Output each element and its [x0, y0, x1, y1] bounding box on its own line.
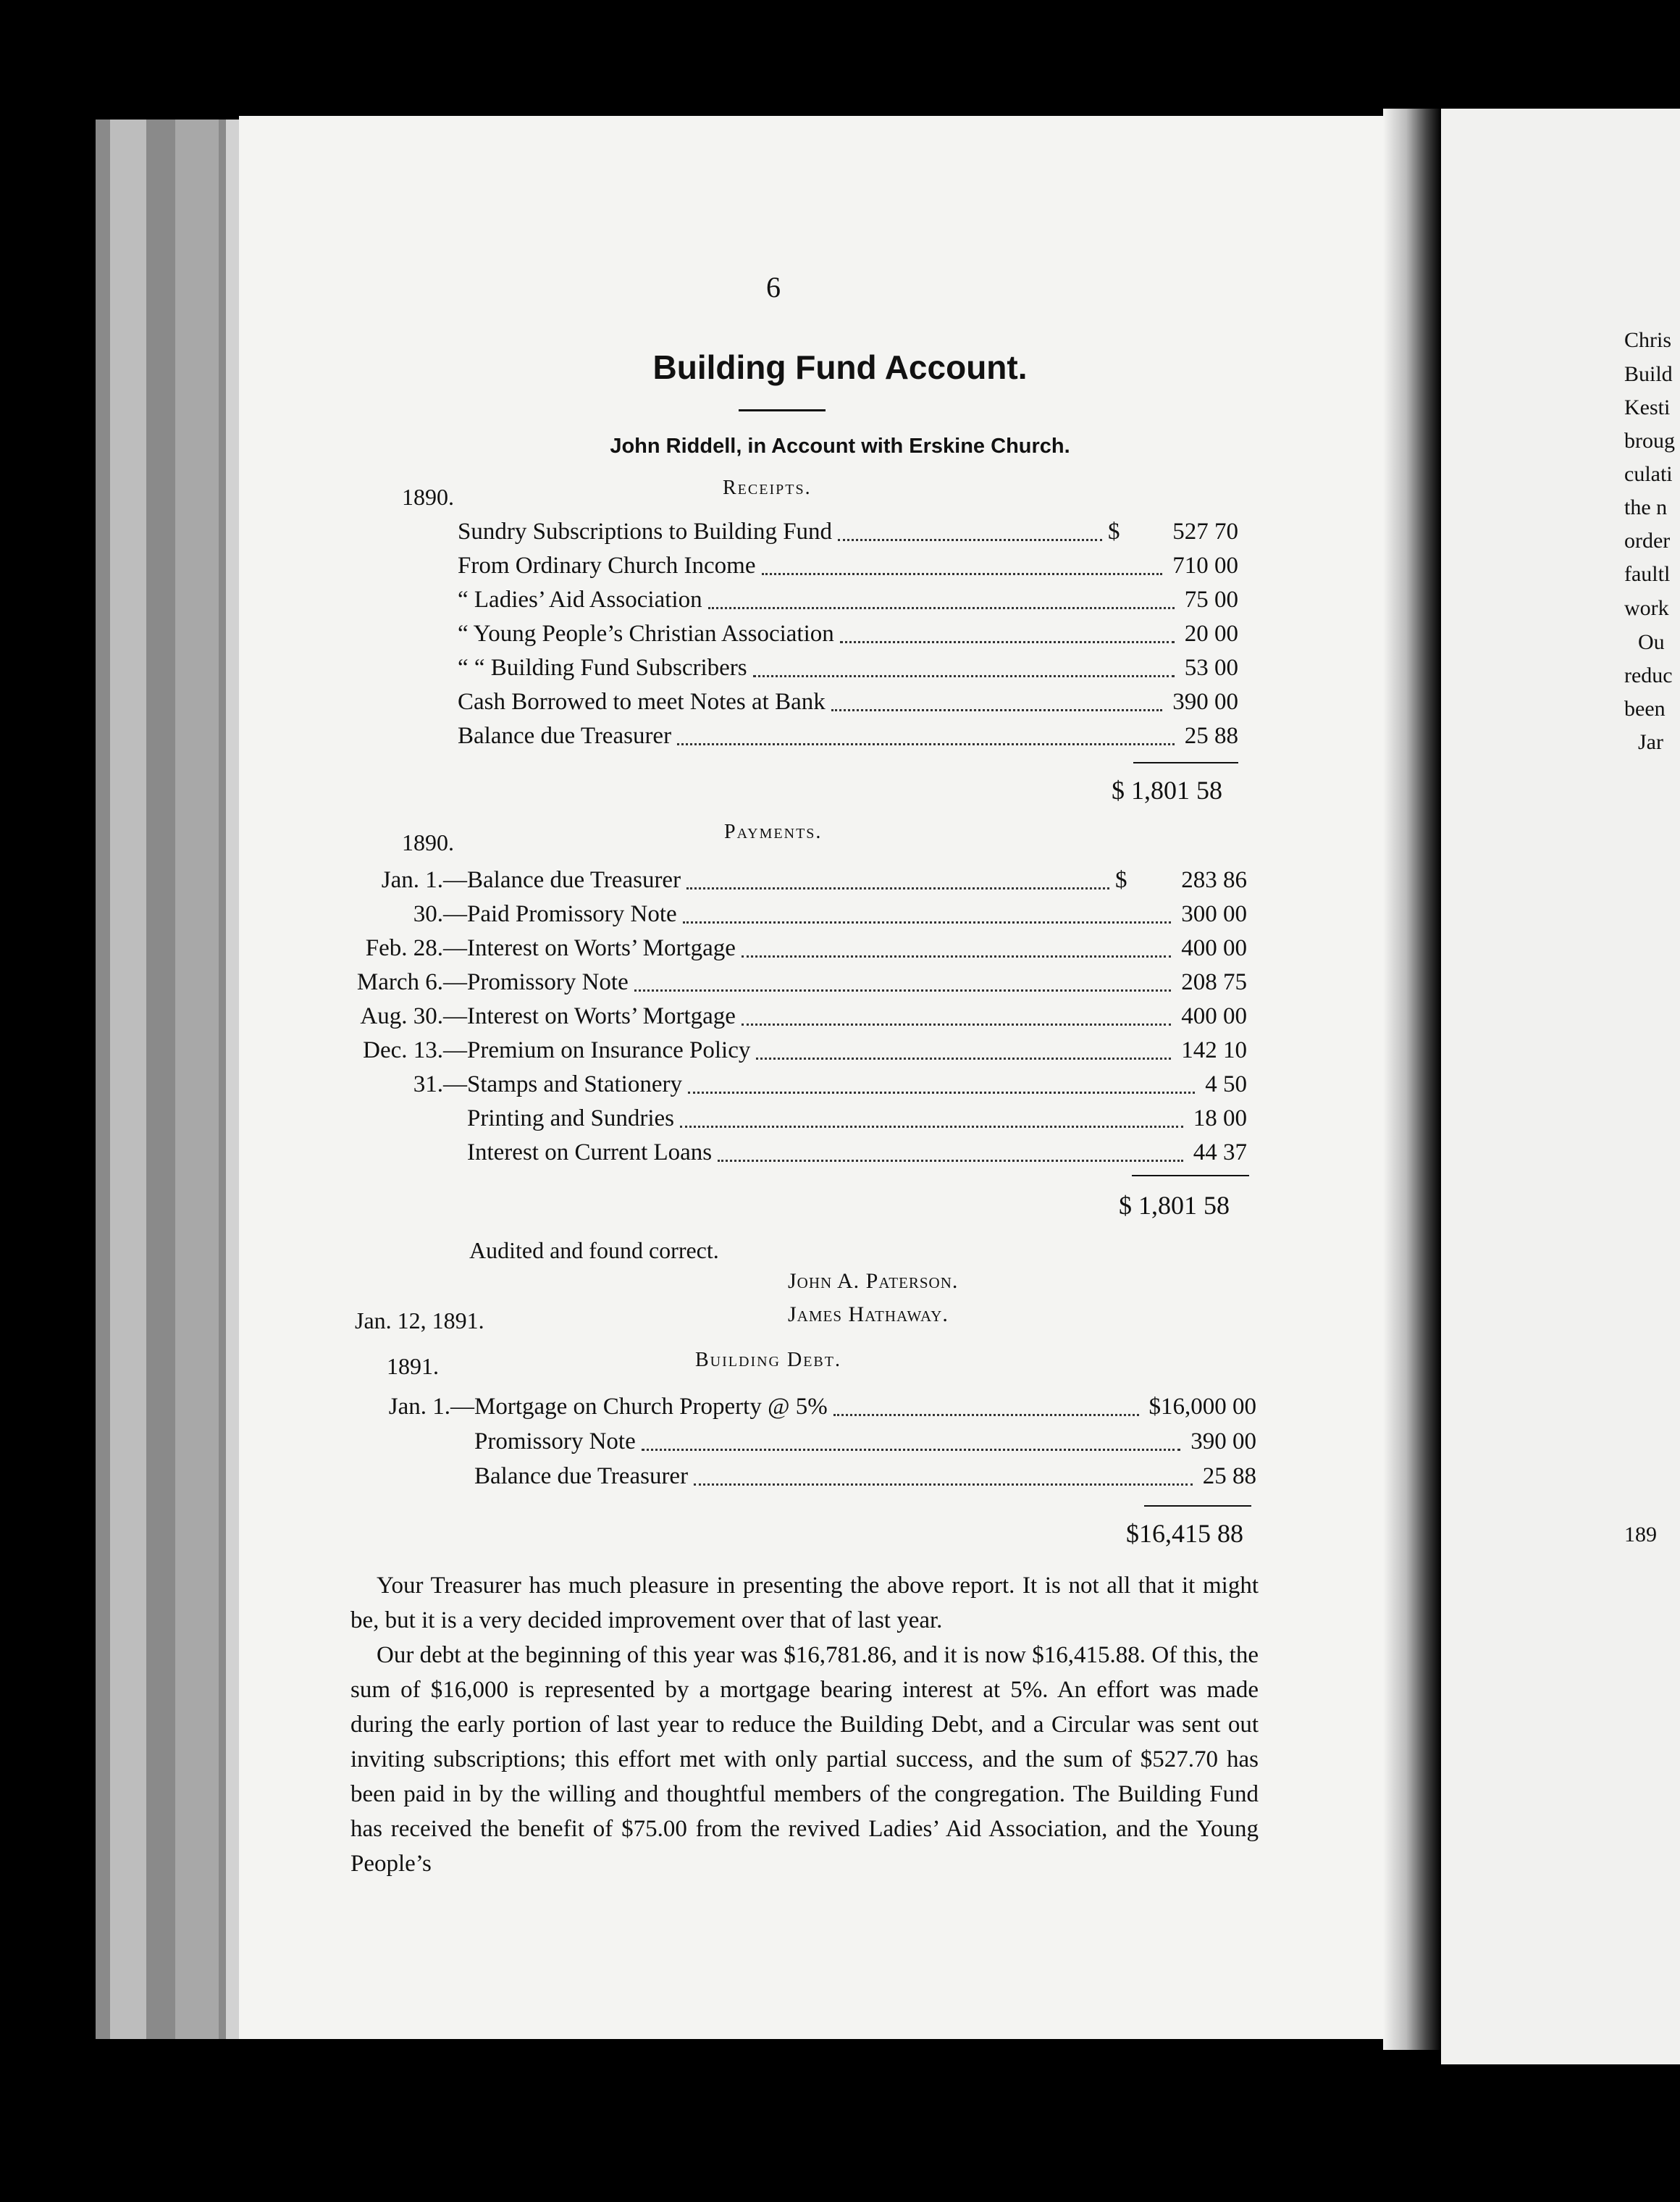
facing-page-fragment: culati — [1624, 462, 1673, 486]
payment-date: March 6.— — [356, 969, 467, 995]
receipts-total: $ 1,801 58 — [1112, 776, 1222, 805]
payment-amount: 18 00 — [1193, 1105, 1247, 1131]
receipt-row — [0, 516, 1680, 548]
debt-total-rule — [1144, 1505, 1251, 1507]
facing-page-fragment: faultl — [1624, 562, 1671, 586]
debt-amount: $16,000 00 — [1148, 1394, 1256, 1420]
debt-label: Mortgage on Church Property @ 5% — [474, 1394, 828, 1420]
receipts-year: 1890. — [402, 484, 454, 510]
payment-row — [0, 1000, 1680, 1032]
receipt-amount: 20 00 — [1184, 621, 1238, 647]
receipt-row — [0, 652, 1680, 684]
receipt-label: Sundry Subscriptions to Building Fund — [458, 519, 833, 545]
account-subtitle: John Riddell, in Account with Erskine Church. — [610, 435, 1070, 458]
debt-year: 1891. — [387, 1353, 439, 1379]
payment-row — [0, 898, 1680, 930]
facing-page-fragment: been — [1624, 697, 1666, 721]
facing-page-fragment: broug — [1624, 429, 1675, 453]
payment-amount: 44 37 — [1193, 1139, 1247, 1165]
payment-date: Feb. 28.— — [365, 935, 467, 961]
debt-label: Promissory Note — [474, 1428, 636, 1454]
payment-leader-dots — [686, 887, 1109, 889]
receipt-row — [0, 720, 1680, 752]
debt-leader-dots — [833, 1414, 1139, 1416]
payment-date: 31.— — [413, 1071, 467, 1097]
payment-row — [0, 932, 1680, 964]
payment-label: Paid Promissory Note — [467, 901, 677, 927]
payment-amount: 208 75 — [1181, 969, 1247, 995]
payment-label: Premium on Insurance Policy — [467, 1037, 751, 1063]
payment-label: Interest on Current Loans — [467, 1139, 713, 1165]
payment-row — [0, 864, 1680, 896]
paragraph-2: Our debt at the beginning of this year was $16,781.86, and it is now $16,415.88. Of this, the sum of $16,000 is represented by a mortgage bearing interest at 5%. An effort was made during the early portion of last year to reduce the Building Debt, and a Circular was sent out inviting subscriptions; this effort met with only partial success, and the sum of $527.70 has been paid in by the willing and thoughtful members of the congregation. The Building Fund has received the benefit of $75.00 from the revived Ladies’ Aid Association, and the Young People’s — [350, 1642, 1259, 1877]
page-title: Building Fund Account. — [652, 348, 1028, 386]
payment-label: Balance due Treasurer — [467, 867, 681, 893]
facing-page-fragment: Kesti — [1624, 395, 1671, 419]
receipt-amount: 390 00 — [1172, 689, 1238, 715]
payment-date: Aug. 30.— — [360, 1003, 467, 1029]
receipt-amount: 75 00 — [1184, 587, 1238, 613]
receipt-row — [0, 686, 1680, 718]
payment-amount: 4 50 — [1205, 1071, 1247, 1097]
facing-page-fragment: reduc — [1624, 663, 1673, 687]
payment-row — [0, 1034, 1680, 1066]
payment-leader-dots — [634, 989, 1171, 992]
receipt-currency: $ — [1108, 519, 1120, 545]
payment-amount: 300 00 — [1181, 901, 1247, 927]
payment-row — [0, 1136, 1680, 1168]
facing-page-fragment: 189 — [1624, 1523, 1657, 1546]
debt-date: Jan. 1.— — [388, 1394, 474, 1420]
payments-total-rule — [1132, 1175, 1249, 1176]
receipt-row — [0, 584, 1680, 616]
debt-leader-dots — [642, 1449, 1180, 1451]
facing-page-fragment: order — [1624, 529, 1671, 553]
payment-currency: $ — [1115, 867, 1127, 893]
payment-amount: 142 10 — [1181, 1037, 1247, 1063]
payment-row — [0, 1068, 1680, 1100]
debt-label: Balance due Treasurer — [474, 1463, 689, 1489]
payment-label: Printing and Sundries — [467, 1105, 674, 1131]
receipt-amount: 25 88 — [1184, 723, 1238, 749]
payment-label: Promissory Note — [467, 969, 629, 995]
receipt-label: “ Young People’s Christian Association — [458, 621, 834, 647]
facing-page-fragment: work — [1624, 596, 1669, 620]
payments-total: $ 1,801 58 — [1119, 1191, 1230, 1220]
audit-statement: Audited and found correct. — [469, 1237, 719, 1263]
auditor-1: John A. Paterson. — [788, 1269, 959, 1293]
payments-year: 1890. — [402, 829, 454, 855]
receipts-heading: Receipts. — [723, 477, 812, 499]
payment-label: Interest on Worts’ Mortgage — [467, 935, 736, 961]
receipt-amount: 527 70 — [1172, 519, 1238, 545]
page-number: 6 — [766, 271, 781, 303]
debt-amount: 390 00 — [1190, 1428, 1256, 1454]
receipt-row — [0, 618, 1680, 650]
debt-heading: Building Debt. — [695, 1349, 841, 1371]
payment-label: Interest on Worts’ Mortgage — [467, 1003, 736, 1029]
payment-row — [0, 966, 1680, 998]
payment-amount: 400 00 — [1181, 935, 1247, 961]
receipt-amount: 53 00 — [1184, 655, 1238, 681]
title-rule — [739, 409, 826, 411]
debt-row — [0, 1426, 1680, 1457]
payments-heading: Payments. — [724, 821, 823, 843]
receipts-total-rule — [1133, 762, 1238, 763]
audit-date: Jan. 12, 1891. — [355, 1307, 484, 1334]
payment-date: 30.— — [413, 901, 467, 927]
facing-page-fragment: Jar — [1638, 730, 1663, 754]
facing-page-fragment: Chris — [1624, 328, 1672, 352]
payment-label: Stamps and Stationery — [467, 1071, 682, 1097]
facing-page-fragment: Build — [1624, 362, 1673, 386]
receipt-row — [0, 550, 1680, 582]
payment-date: Dec. 13.— — [363, 1037, 467, 1063]
payment-date: Jan. 1.— — [381, 867, 467, 893]
debt-row — [0, 1460, 1680, 1492]
payment-amount: 400 00 — [1181, 1003, 1247, 1029]
receipt-amount: 710 00 — [1172, 553, 1238, 579]
facing-page-fragment: the n — [1624, 495, 1668, 519]
auditor-2: James Hathaway. — [788, 1302, 949, 1326]
debt-row — [0, 1391, 1680, 1423]
receipt-label: From Ordinary Church Income — [458, 553, 756, 579]
payment-amount: 283 86 — [1181, 867, 1247, 893]
receipt-label: Balance due Treasurer — [458, 723, 672, 749]
facing-page-fragment: Ou — [1638, 630, 1665, 654]
debt-total: $16,415 88 — [1126, 1519, 1243, 1548]
payment-row — [0, 1102, 1680, 1134]
receipt-label: “ “ Building Fund Subscribers — [458, 655, 747, 681]
treasurer-report-text — [350, 1568, 1259, 1881]
paragraph-1: Your Treasurer has much pleasure in presenting the above report. It is not all that it might be, but it is a very decided improvement over that of last year. — [350, 1573, 1259, 1633]
receipt-label: “ Ladies’ Aid Association — [458, 587, 702, 613]
debt-amount: 25 88 — [1202, 1463, 1256, 1489]
receipt-leader-dots — [838, 539, 1102, 541]
payment-leader-dots — [683, 921, 1171, 924]
receipt-label: Cash Borrowed to meet Notes at Bank — [458, 689, 826, 715]
